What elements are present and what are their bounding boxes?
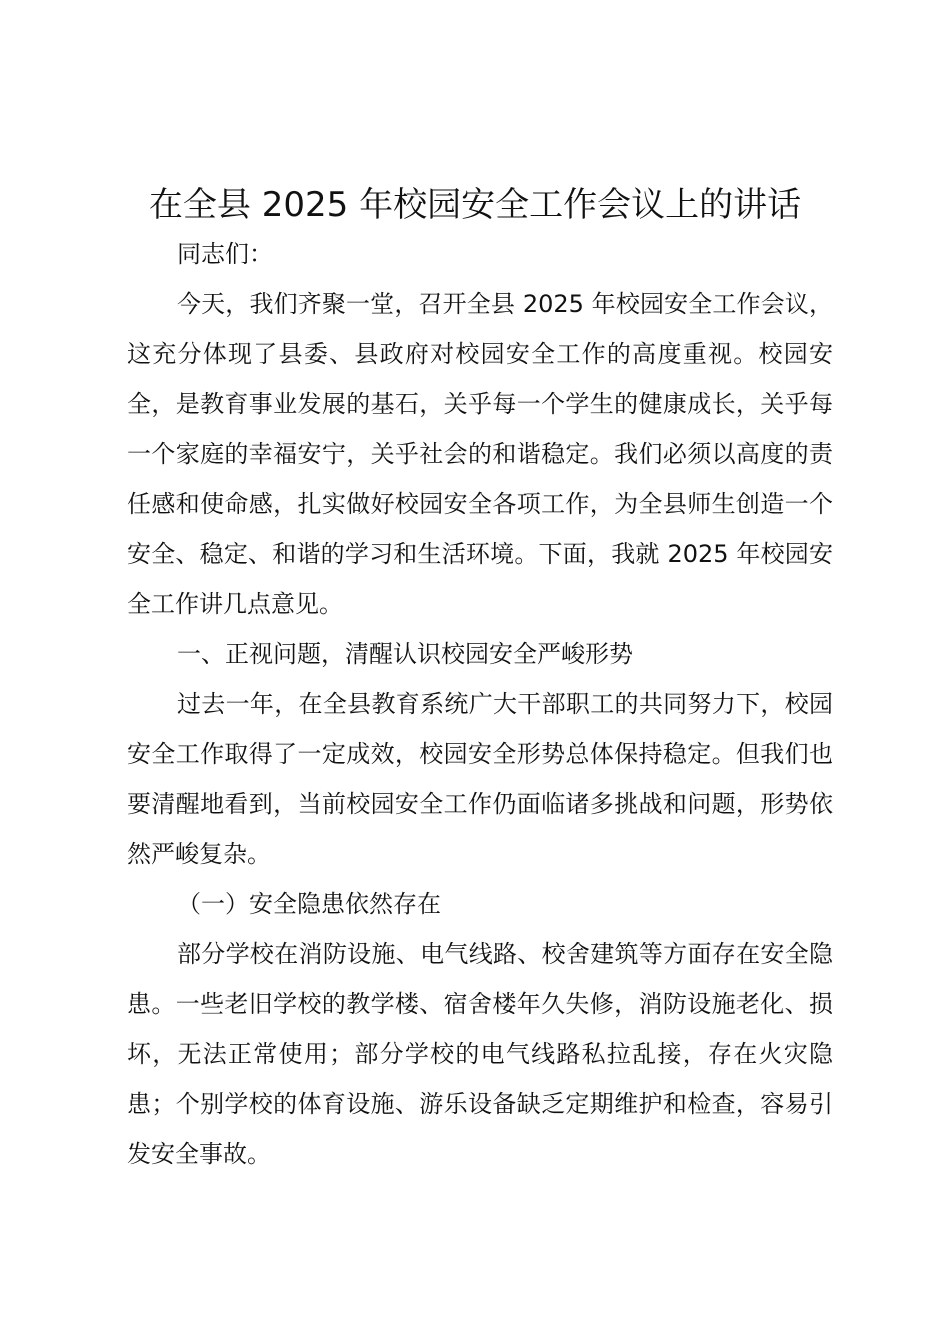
document-body <box>127 229 833 1179</box>
salutation: 同志们： <box>177 240 273 268</box>
section-paragraph-1: 过去一年，在全县教育系统广大干部职工的共同努力下，校园安全工作取得了一定成效，校园安全形势总体保持稳定。但我们也要清醒地看到，当前校园安全工作仍面临诸多挑战和问题，形势依然严峻复杂。 <box>127 690 833 868</box>
section-heading-1: 一、正视问题，清醒认识校园安全严峻形势 <box>177 640 633 668</box>
intro-paragraph: 今天，我们齐聚一堂，召开全县 2025 年校园安全工作会议，这充分体现了县委、县政府对校园安全工作的高度重视。校园安全，是教育事业发展的基石，关乎每一个学生的健康成长，关乎每一个家庭的幸福安宁，关乎社会的和谐稳定。我们必须以高度的责任感和使命感，扎实做好校园安全各项工作，为全县师生创造一个安全、稳定、和谐的学习和生活环境。下面，我就 2025 年校园安全工作讲几点意见。 <box>127 290 833 618</box>
document-title: 在全县 2025 年校园安全工作会议上的讲话 <box>148 185 802 225</box>
subsection-paragraph-1: 部分学校在消防设施、电气线路、校舍建筑等方面存在安全隐患。一些老旧学校的教学楼、宿舍楼年久失修，消防设施老化、损坏，无法正常使用；部分学校的电气线路私拉乱接，存在火灾隐患；个别学校的体育设施、游乐设备缺乏定期维护和检查，容易引发安全事故。 <box>127 940 833 1168</box>
subsection-heading-1: （一）安全隐患依然存在 <box>177 890 441 918</box>
